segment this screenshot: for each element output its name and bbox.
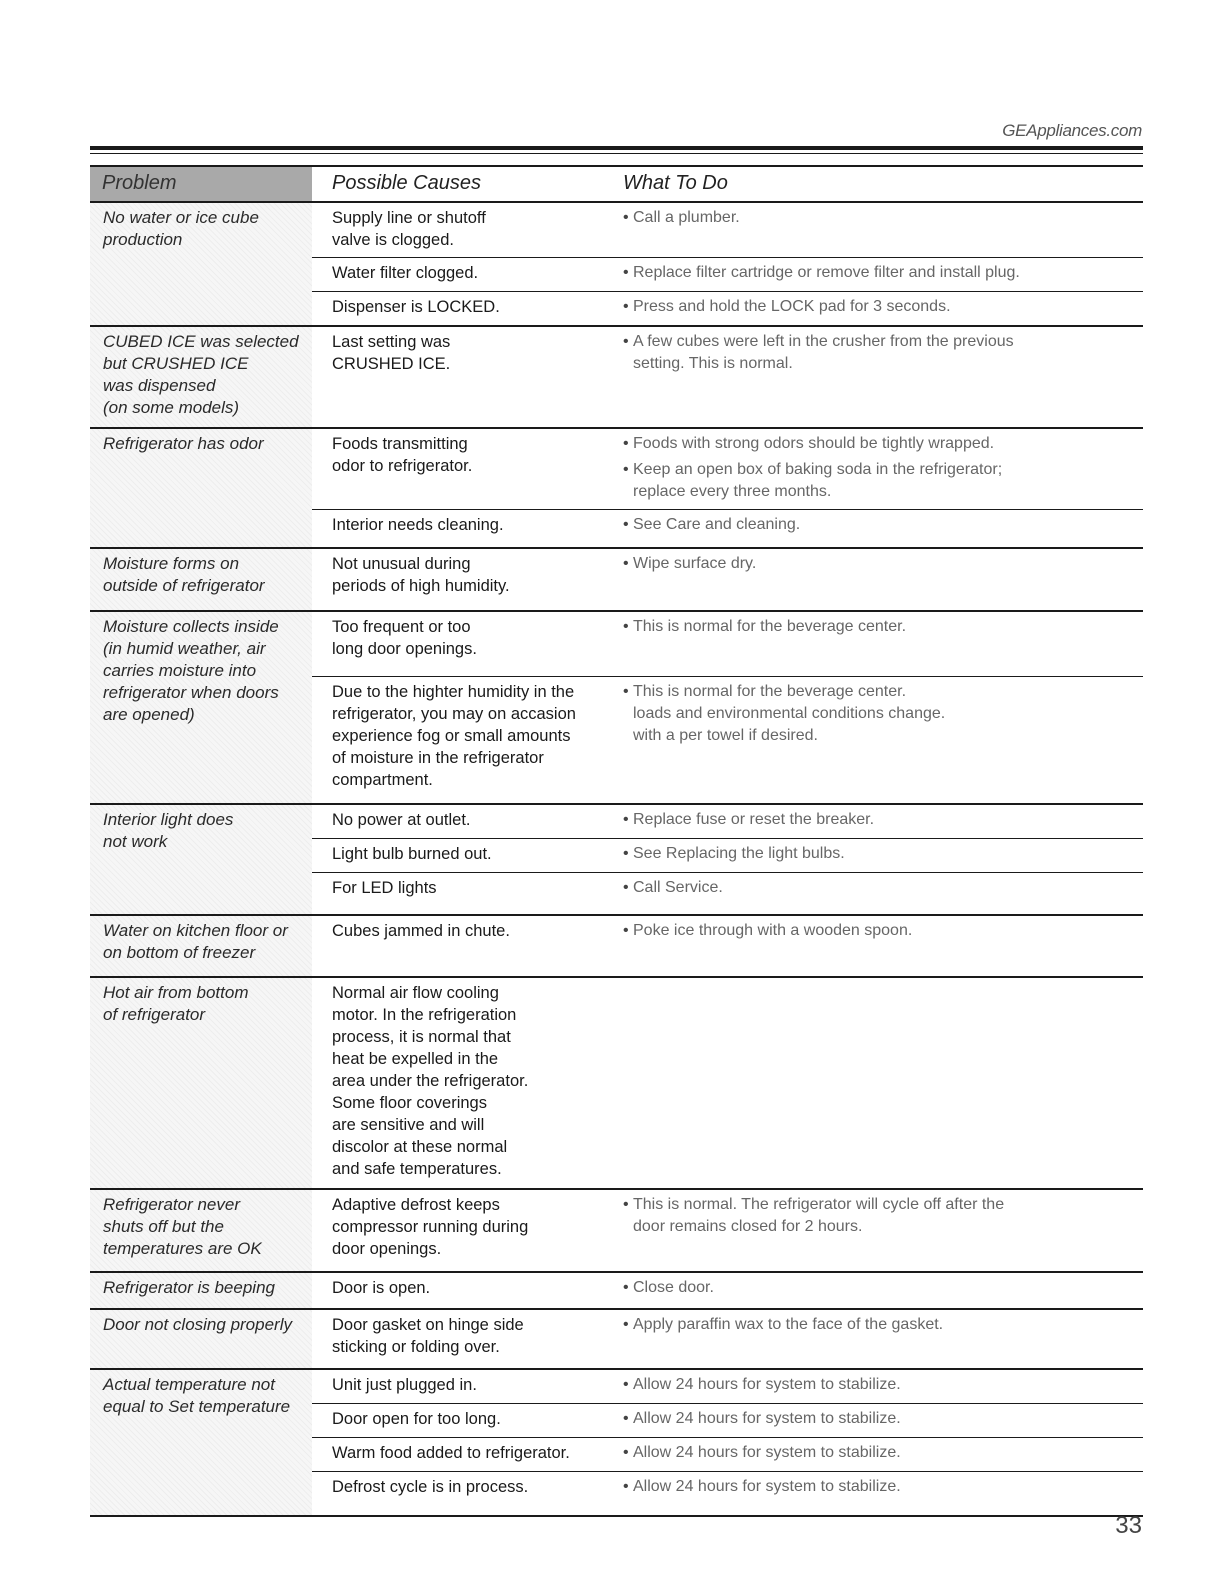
problem-cell xyxy=(90,203,312,325)
cause-text-line: heat be expelled in the xyxy=(332,1050,499,1068)
table-row xyxy=(312,1404,1143,1438)
cause-text-line: Not unusual during xyxy=(332,555,471,573)
problem-text-line: outside of refrigerator xyxy=(103,576,265,595)
todo-item xyxy=(623,514,1137,536)
todo-text-line: Press and hold the LOCK pad for 3 seconds. xyxy=(633,298,951,315)
problem-group xyxy=(90,1190,1143,1273)
todo-cell xyxy=(609,1190,1143,1271)
problem-text-line: refrigerator when doors xyxy=(103,683,279,702)
todo-text-line: loads and environmental conditions change. xyxy=(633,705,946,722)
cause-text-line: Door gasket on hinge side xyxy=(332,1316,524,1334)
problem-text-line: but CRUSHED ICE xyxy=(103,354,249,373)
problem-text-line: not work xyxy=(103,832,168,851)
todo-text-line: Replace fuse or reset the breaker. xyxy=(633,811,875,828)
problem-group xyxy=(90,1310,1143,1370)
todo-text-line: door remains closed for 2 hours. xyxy=(633,1218,863,1235)
cause-text-line: Door open for too long. xyxy=(332,1410,501,1428)
cause-text-line: compressor running during xyxy=(332,1218,529,1236)
cause-cell xyxy=(312,510,609,547)
table-row xyxy=(312,327,1143,427)
todo-item xyxy=(623,207,1137,229)
problem-text-line: (in humid weather, air xyxy=(103,639,266,658)
problem-text-line: shuts off but the xyxy=(103,1217,224,1236)
problem-cell xyxy=(90,1370,312,1515)
bullet-icon: • xyxy=(623,1279,629,1296)
header-what-to-do: What To Do xyxy=(623,172,728,194)
bullet-icon: • xyxy=(623,879,629,896)
cause-cell xyxy=(312,292,609,325)
cause-cell xyxy=(312,1273,609,1308)
cause-text-line: periods of high humidity. xyxy=(332,577,510,595)
todo-cell xyxy=(609,873,1143,914)
cause-cell xyxy=(312,429,609,509)
todo-item xyxy=(623,553,1137,575)
problem-text-line: on bottom of freezer xyxy=(103,943,256,962)
todo-item xyxy=(623,877,1137,899)
todo-cell xyxy=(609,839,1143,872)
table-row xyxy=(312,677,1143,803)
problem-group xyxy=(90,327,1143,429)
table-row xyxy=(312,510,1143,547)
problem-text-line: Moisture forms on xyxy=(103,554,240,573)
bullet-icon: • xyxy=(623,461,629,478)
cause-text-line: Dispenser is LOCKED. xyxy=(332,298,500,316)
bullet-icon: • xyxy=(623,264,629,281)
cause-cell xyxy=(312,549,609,610)
problem-group xyxy=(90,978,1143,1190)
todo-cell xyxy=(609,549,1143,610)
cause-text-line: CRUSHED ICE. xyxy=(332,355,451,373)
problem-text-line: Hot air from bottom xyxy=(103,983,249,1002)
todo-cell xyxy=(609,203,1143,257)
table-row xyxy=(312,1273,1143,1308)
todo-text-line: Keep an open box of baking soda in the refrigerator; xyxy=(633,461,1003,478)
problem-cell xyxy=(90,805,312,914)
table-row xyxy=(312,612,1143,677)
todo-cell xyxy=(609,429,1143,509)
table-row xyxy=(312,805,1143,839)
problem-group xyxy=(90,429,1143,549)
problem-group xyxy=(90,203,1143,327)
todo-item xyxy=(623,681,1137,747)
cause-text-line: Warm food added to refrigerator. xyxy=(332,1444,570,1462)
page-number: 33 xyxy=(1115,1512,1142,1539)
table-row xyxy=(312,1438,1143,1472)
todo-text-line: This is normal for the beverage center. xyxy=(633,683,907,700)
todo-cell xyxy=(609,1370,1143,1403)
cause-cell xyxy=(312,1190,609,1271)
cause-text-line: are sensitive and will xyxy=(332,1116,485,1134)
todo-text-line: See Replacing the light bulbs. xyxy=(633,845,845,862)
cause-text-line: refrigerator, you may on accasion xyxy=(332,705,576,723)
table-body xyxy=(90,203,1143,1517)
cause-text-line: Adaptive defrost keeps xyxy=(332,1196,500,1214)
problem-cell xyxy=(90,978,312,1188)
problem-cell xyxy=(90,612,312,803)
bullet-icon: • xyxy=(623,1316,629,1333)
cause-cell xyxy=(312,1370,609,1403)
table-row xyxy=(312,873,1143,914)
todo-cell xyxy=(609,1438,1143,1471)
todo-cell xyxy=(609,327,1143,427)
bullet-icon: • xyxy=(623,618,629,635)
cause-text-line: Light bulb burned out. xyxy=(332,845,492,863)
todo-cell xyxy=(609,1310,1143,1368)
cause-text-line: Water filter clogged. xyxy=(332,264,479,282)
table-row xyxy=(312,203,1143,258)
todo-text-line: Call Service. xyxy=(633,879,723,896)
todo-cell xyxy=(609,510,1143,547)
todo-text-line: Allow 24 hours for system to stabilize. xyxy=(633,1376,901,1393)
cause-cell xyxy=(312,916,609,976)
bullet-icon: • xyxy=(623,333,629,350)
problem-group xyxy=(90,916,1143,978)
todo-text-line: A few cubes were left in the crusher from the previous xyxy=(633,333,1014,350)
todo-item xyxy=(623,1277,1137,1299)
bullet-icon: • xyxy=(623,298,629,315)
todo-text-line: Close door. xyxy=(633,1279,714,1296)
problem-text-line: (on some models) xyxy=(103,398,240,417)
cause-cell xyxy=(312,327,609,427)
cause-text-line: Too frequent or too xyxy=(332,618,471,636)
cause-cell xyxy=(312,1404,609,1437)
bullet-icon: • xyxy=(623,1376,629,1393)
todo-item xyxy=(623,331,1137,375)
problem-text-line: No water or ice cube xyxy=(103,208,259,227)
problem-group xyxy=(90,549,1143,612)
todo-text-line: Allow 24 hours for system to stabilize. xyxy=(633,1410,901,1427)
todo-text-line: Foods with strong odors should be tightly wrapped. xyxy=(633,435,995,452)
todo-item xyxy=(623,1408,1137,1430)
problem-text-line: production xyxy=(103,230,183,249)
todo-cell xyxy=(609,805,1143,838)
cause-text-line: long door openings. xyxy=(332,640,477,658)
problem-cell xyxy=(90,429,312,547)
cause-cell xyxy=(312,677,609,803)
todo-item xyxy=(623,459,1137,503)
cause-text-line: motor. In the refrigeration xyxy=(332,1006,517,1024)
problem-cell xyxy=(90,327,312,427)
cause-cell xyxy=(312,839,609,872)
todo-cell xyxy=(609,916,1143,976)
cause-text-line: Interior needs cleaning. xyxy=(332,516,504,534)
cause-cell xyxy=(312,805,609,838)
cause-text-line: No power at outlet. xyxy=(332,811,471,829)
cause-text-line: area under the refrigerator. xyxy=(332,1072,529,1090)
top-rule xyxy=(90,146,1143,150)
table-row xyxy=(312,429,1143,510)
problem-text-line: was dispensed xyxy=(103,376,216,395)
problem-group xyxy=(90,1273,1143,1310)
problem-text-line: Water on kitchen floor or xyxy=(103,921,288,940)
problem-text-line: CUBED ICE was selected xyxy=(103,332,299,351)
todo-item xyxy=(623,296,1137,318)
cause-text-line: Normal air flow cooling xyxy=(332,984,499,1002)
cause-text-line: Due to the highter humidity in the xyxy=(332,683,575,701)
table-row xyxy=(312,1190,1143,1271)
todo-cell xyxy=(609,1273,1143,1308)
problem-text-line: of refrigerator xyxy=(103,1005,206,1024)
todo-text-line: This is normal for the beverage center. xyxy=(633,618,907,635)
cause-text-line: door openings. xyxy=(332,1240,442,1258)
cause-text-line: sticking or folding over. xyxy=(332,1338,500,1356)
cause-text-line: Some floor coverings xyxy=(332,1094,487,1112)
cause-text-line: Unit just plugged in. xyxy=(332,1376,477,1394)
todo-cell xyxy=(609,978,1143,1188)
table-row xyxy=(312,1472,1143,1515)
cause-cell xyxy=(312,203,609,257)
bullet-icon: • xyxy=(623,1410,629,1427)
todo-item xyxy=(623,1374,1137,1396)
cause-text-line: process, it is normal that xyxy=(332,1028,511,1046)
problem-group xyxy=(90,805,1143,916)
todo-cell xyxy=(609,1472,1143,1515)
bullet-icon: • xyxy=(623,516,629,533)
problem-cell xyxy=(90,1273,312,1308)
cause-text-line: valve is clogged. xyxy=(332,231,454,249)
problem-text-line: Actual temperature not xyxy=(103,1375,275,1394)
problem-cell xyxy=(90,1310,312,1368)
bullet-icon: • xyxy=(623,209,629,226)
bullet-icon: • xyxy=(623,1478,629,1495)
bullet-icon: • xyxy=(623,555,629,572)
cause-cell xyxy=(312,1310,609,1368)
todo-text-line: Poke ice through with a wooden spoon. xyxy=(633,922,913,939)
todo-text-line: setting. This is normal. xyxy=(633,355,793,372)
todo-text-line: This is normal. The refrigerator will cycle off after the xyxy=(633,1196,1005,1213)
table-row xyxy=(312,1370,1143,1404)
todo-cell xyxy=(609,258,1143,291)
todo-item xyxy=(623,616,1137,638)
todo-cell xyxy=(609,612,1143,676)
cause-text-line: Supply line or shutoff xyxy=(332,209,486,227)
problem-text-line: temperatures are OK xyxy=(103,1239,262,1258)
problem-text-line: are opened) xyxy=(103,705,195,724)
cause-text-line: experience fog or small amounts xyxy=(332,727,571,745)
bullet-icon: • xyxy=(623,435,629,452)
todo-cell xyxy=(609,1404,1143,1437)
cause-cell xyxy=(312,978,609,1188)
table-row xyxy=(312,978,1143,1188)
site-url: GEAppliances.com xyxy=(1002,121,1142,140)
cause-text-line: Cubes jammed in chute. xyxy=(332,922,510,940)
problem-text-line: equal to Set temperature xyxy=(103,1397,291,1416)
problem-text-line: carries moisture into xyxy=(103,661,257,680)
todo-text-line: Allow 24 hours for system to stabilize. xyxy=(633,1478,901,1495)
cause-cell xyxy=(312,258,609,291)
todo-item xyxy=(623,1194,1137,1238)
cause-text-line: Foods transmitting xyxy=(332,435,468,453)
cause-text-line: and safe temperatures. xyxy=(332,1160,502,1178)
bullet-icon: • xyxy=(623,811,629,828)
problem-text-line: Refrigerator never xyxy=(103,1195,241,1214)
todo-text-line: Apply paraffin wax to the face of the gasket. xyxy=(633,1316,944,1333)
problem-text-line: Moisture collects inside xyxy=(103,617,279,636)
problem-text-line: Refrigerator has odor xyxy=(103,434,264,453)
table-row xyxy=(312,549,1143,610)
cause-text-line: of moisture in the refrigerator xyxy=(332,749,544,767)
problem-text-line: Interior light does xyxy=(103,810,234,829)
todo-item xyxy=(623,920,1137,942)
todo-text-line: Replace filter cartridge or remove filter and install plug. xyxy=(633,264,1020,281)
todo-text-line: Allow 24 hours for system to stabilize. xyxy=(633,1444,901,1461)
table-row xyxy=(312,839,1143,873)
table-row xyxy=(312,916,1143,976)
todo-text-line: replace every three months. xyxy=(633,483,832,500)
todo-text-line: Wipe surface dry. xyxy=(633,555,757,572)
troubleshooting-table xyxy=(90,167,1143,1517)
todo-text-line: See Care and cleaning. xyxy=(633,516,801,533)
cause-text-line: Door is open. xyxy=(332,1279,431,1297)
problem-cell xyxy=(90,1190,312,1271)
cause-text-line: For LED lights xyxy=(332,879,437,897)
problem-group xyxy=(90,612,1143,805)
table-row xyxy=(312,292,1143,325)
problem-cell xyxy=(90,916,312,976)
todo-item xyxy=(623,809,1137,831)
problem-group xyxy=(90,1370,1143,1517)
bullet-icon: • xyxy=(623,683,629,700)
bullet-icon: • xyxy=(623,1444,629,1461)
cause-cell xyxy=(312,873,609,914)
todo-item xyxy=(623,1314,1137,1336)
bullet-icon: • xyxy=(623,922,629,939)
table-header xyxy=(90,167,1143,203)
todo-item xyxy=(623,433,1137,455)
cause-text-line: odor to refrigerator. xyxy=(332,457,473,475)
bullet-icon: • xyxy=(623,845,629,862)
todo-cell xyxy=(609,677,1143,803)
top-rule-thin xyxy=(90,153,1143,154)
cause-text-line: discolor at these normal xyxy=(332,1138,508,1156)
todo-item xyxy=(623,262,1137,284)
todo-text-line: Call a plumber. xyxy=(633,209,740,226)
table-row xyxy=(312,258,1143,292)
table-row xyxy=(312,1310,1143,1368)
header-problem: Problem xyxy=(90,167,312,201)
todo-item xyxy=(623,843,1137,865)
todo-item xyxy=(623,1442,1137,1464)
problem-text-line: Door not closing properly xyxy=(103,1315,292,1334)
cause-text-line: Defrost cycle is in process. xyxy=(332,1478,529,1496)
problem-text-line: Refrigerator is beeping xyxy=(103,1278,275,1297)
cause-cell xyxy=(312,1472,609,1515)
cause-text-line: compartment. xyxy=(332,771,433,789)
bullet-icon: • xyxy=(623,1196,629,1213)
todo-item xyxy=(623,1476,1137,1498)
problem-cell xyxy=(90,549,312,610)
header-possible-causes: Possible Causes xyxy=(332,172,481,194)
cause-text-line: Last setting was xyxy=(332,333,451,351)
todo-text-line: with a per towel if desired. xyxy=(633,727,818,744)
cause-cell xyxy=(312,1438,609,1471)
todo-cell xyxy=(609,292,1143,325)
cause-cell xyxy=(312,612,609,676)
